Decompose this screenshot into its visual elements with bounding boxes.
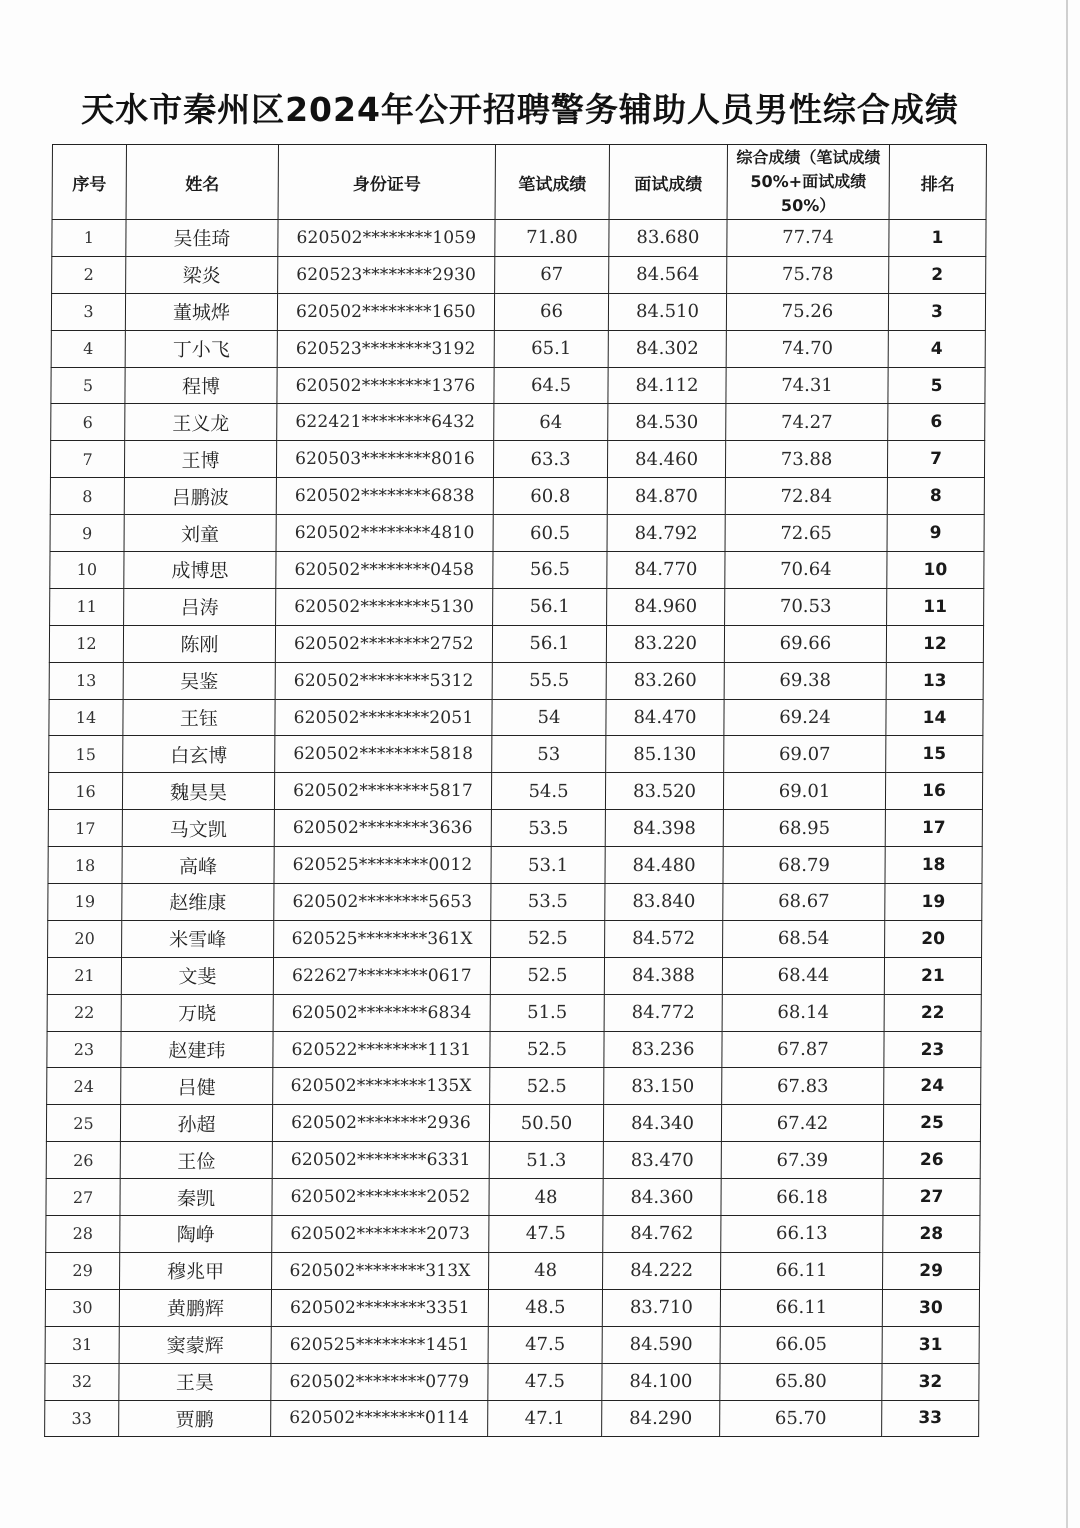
cell-composite-score: 68.44 bbox=[722, 957, 884, 994]
cell-composite-score: 66.11 bbox=[720, 1289, 882, 1326]
cell-seq: 30 bbox=[45, 1289, 119, 1326]
cell-id-number: 620502********0779 bbox=[271, 1363, 488, 1400]
cell-name: 丁小飞 bbox=[125, 330, 277, 367]
cell-id-number: 620502********4810 bbox=[276, 515, 493, 552]
cell-written-score: 60.5 bbox=[493, 515, 607, 552]
cell-id-number: 620502********0114 bbox=[271, 1400, 488, 1437]
cell-name: 文斐 bbox=[121, 957, 273, 994]
cell-composite-score: 70.64 bbox=[725, 552, 887, 589]
cell-written-score: 67 bbox=[495, 256, 609, 293]
cell-composite-score: 65.80 bbox=[720, 1363, 882, 1400]
cell-interview-score: 84.792 bbox=[607, 515, 725, 552]
cell-written-score: 47.5 bbox=[488, 1326, 602, 1363]
cell-interview-score: 84.222 bbox=[603, 1252, 721, 1289]
cell-seq: 22 bbox=[47, 994, 121, 1031]
table-row bbox=[47, 957, 981, 994]
cell-interview-score: 83.520 bbox=[605, 773, 723, 810]
cell-name: 吴鉴 bbox=[123, 662, 275, 699]
cell-rank: 29 bbox=[883, 1252, 980, 1289]
cell-interview-score: 84.290 bbox=[602, 1400, 720, 1437]
cell-written-score: 55.5 bbox=[492, 662, 606, 699]
cell-seq: 17 bbox=[48, 810, 122, 847]
cell-written-score: 56.1 bbox=[493, 588, 607, 625]
cell-name: 刘童 bbox=[124, 515, 276, 552]
cell-rank: 9 bbox=[887, 515, 984, 552]
scores-table bbox=[44, 144, 987, 1437]
cell-rank: 22 bbox=[884, 994, 981, 1031]
cell-composite-score: 69.24 bbox=[724, 699, 886, 736]
scores-table-wrapper bbox=[44, 144, 986, 1437]
cell-seq: 1 bbox=[52, 220, 126, 257]
cell-id-number: 620522********1131 bbox=[273, 1031, 490, 1068]
cell-rank: 28 bbox=[883, 1216, 980, 1253]
cell-seq: 20 bbox=[48, 920, 122, 957]
table-row bbox=[48, 810, 982, 847]
cell-id-number: 620502********1059 bbox=[278, 220, 495, 257]
table-row bbox=[46, 1105, 980, 1142]
cell-seq: 9 bbox=[50, 515, 124, 552]
cell-composite-score: 67.83 bbox=[722, 1068, 884, 1105]
cell-composite-score: 77.74 bbox=[727, 220, 889, 257]
cell-seq: 2 bbox=[52, 256, 126, 293]
cell-composite-score: 67.87 bbox=[722, 1031, 884, 1068]
cell-composite-score: 67.42 bbox=[721, 1105, 883, 1142]
cell-rank: 17 bbox=[885, 810, 982, 847]
cell-composite-score: 69.01 bbox=[723, 773, 885, 810]
cell-name: 王俭 bbox=[120, 1142, 272, 1179]
cell-interview-score: 84.360 bbox=[603, 1179, 721, 1216]
cell-rank: 27 bbox=[883, 1179, 980, 1216]
cell-id-number: 620502********6834 bbox=[273, 994, 490, 1031]
cell-rank: 10 bbox=[887, 552, 984, 589]
page-edge-shadow bbox=[1066, 0, 1068, 1528]
cell-written-score: 47.1 bbox=[488, 1400, 602, 1437]
cell-composite-score: 66.05 bbox=[720, 1326, 882, 1363]
cell-seq: 6 bbox=[51, 404, 125, 441]
cell-interview-score: 84.870 bbox=[607, 478, 725, 515]
cell-interview-score: 84.590 bbox=[602, 1326, 720, 1363]
cell-name: 贾鹏 bbox=[119, 1400, 271, 1437]
cell-written-score: 52.5 bbox=[490, 1068, 604, 1105]
cell-composite-score: 74.27 bbox=[726, 404, 888, 441]
table-row bbox=[49, 699, 983, 736]
cell-rank: 1 bbox=[889, 220, 986, 257]
cell-seq: 8 bbox=[50, 478, 124, 515]
cell-written-score: 47.5 bbox=[489, 1216, 603, 1253]
cell-id-number: 620502********2936 bbox=[272, 1105, 489, 1142]
cell-rank: 19 bbox=[885, 884, 982, 921]
cell-seq: 27 bbox=[46, 1179, 120, 1216]
cell-composite-score: 68.79 bbox=[723, 847, 885, 884]
cell-seq: 5 bbox=[51, 367, 125, 404]
cell-interview-score: 84.398 bbox=[605, 810, 723, 847]
header-composite-score: 综合成绩（笔试成绩50%+面试成绩50%） bbox=[727, 145, 889, 220]
cell-rank: 24 bbox=[884, 1068, 981, 1105]
cell-composite-score: 68.95 bbox=[723, 810, 885, 847]
cell-id-number: 620502********5653 bbox=[274, 884, 491, 921]
cell-seq: 13 bbox=[49, 662, 123, 699]
cell-written-score: 53.1 bbox=[491, 847, 605, 884]
cell-id-number: 620502********2752 bbox=[275, 625, 492, 662]
cell-rank: 26 bbox=[883, 1142, 980, 1179]
cell-name: 吕鹏波 bbox=[124, 478, 276, 515]
table-row bbox=[47, 1068, 981, 1105]
cell-written-score: 52.5 bbox=[490, 957, 604, 994]
cell-written-score: 54.5 bbox=[491, 773, 605, 810]
cell-id-number: 620502********2052 bbox=[272, 1179, 489, 1216]
cell-composite-score: 68.14 bbox=[722, 994, 884, 1031]
cell-id-number: 622627********0617 bbox=[273, 957, 490, 994]
cell-written-score: 64.5 bbox=[494, 367, 608, 404]
cell-id-number: 620525********1451 bbox=[271, 1326, 488, 1363]
cell-composite-score: 69.07 bbox=[724, 736, 886, 773]
cell-id-number: 620502********5817 bbox=[274, 773, 491, 810]
cell-name: 穆兆甲 bbox=[120, 1252, 272, 1289]
table-row bbox=[50, 588, 984, 625]
cell-seq: 31 bbox=[45, 1326, 119, 1363]
cell-written-score: 53.5 bbox=[491, 810, 605, 847]
table-row bbox=[48, 920, 982, 957]
table-row bbox=[47, 1031, 981, 1068]
cell-name: 秦凯 bbox=[120, 1179, 272, 1216]
cell-rank: 11 bbox=[887, 588, 984, 625]
cell-seq: 12 bbox=[49, 625, 123, 662]
cell-name: 王钰 bbox=[123, 699, 275, 736]
cell-composite-score: 66.13 bbox=[721, 1216, 883, 1253]
cell-name: 王博 bbox=[124, 441, 276, 478]
table-header-row bbox=[52, 145, 986, 220]
cell-rank: 32 bbox=[882, 1363, 979, 1400]
cell-id-number: 620523********2930 bbox=[278, 256, 495, 293]
cell-name: 高峰 bbox=[122, 847, 274, 884]
table-row bbox=[49, 736, 983, 773]
cell-seq: 21 bbox=[47, 957, 121, 994]
cell-seq: 10 bbox=[50, 552, 124, 589]
cell-name: 董城烨 bbox=[125, 293, 277, 330]
cell-id-number: 620502********0458 bbox=[276, 552, 493, 589]
cell-seq: 28 bbox=[46, 1216, 120, 1253]
cell-composite-score: 68.67 bbox=[723, 884, 885, 921]
cell-id-number: 620502********1376 bbox=[277, 367, 494, 404]
header-seq: 序号 bbox=[52, 145, 126, 220]
table-row bbox=[46, 1252, 980, 1289]
cell-id-number: 620525********0012 bbox=[274, 847, 491, 884]
cell-interview-score: 84.530 bbox=[608, 404, 726, 441]
cell-written-score: 56.1 bbox=[492, 625, 606, 662]
cell-seq: 24 bbox=[47, 1068, 121, 1105]
cell-interview-score: 84.388 bbox=[604, 957, 722, 994]
cell-seq: 11 bbox=[50, 588, 124, 625]
cell-interview-score: 84.772 bbox=[604, 994, 722, 1031]
cell-interview-score: 84.470 bbox=[606, 699, 724, 736]
cell-interview-score: 84.510 bbox=[608, 293, 726, 330]
cell-id-number: 620502********6331 bbox=[272, 1142, 489, 1179]
cell-seq: 25 bbox=[46, 1105, 120, 1142]
cell-seq: 33 bbox=[45, 1400, 119, 1437]
cell-written-score: 56.5 bbox=[493, 552, 607, 589]
table-row bbox=[52, 220, 986, 257]
cell-composite-score: 74.31 bbox=[726, 367, 888, 404]
cell-rank: 4 bbox=[888, 330, 985, 367]
cell-interview-score: 83.710 bbox=[602, 1289, 720, 1326]
cell-rank: 7 bbox=[887, 441, 984, 478]
table-row bbox=[50, 478, 984, 515]
cell-rank: 23 bbox=[884, 1031, 981, 1068]
cell-name: 陈刚 bbox=[123, 625, 275, 662]
document-title: 天水市秦州区2024年公开招聘警务辅助人员男性综合成绩 bbox=[81, 90, 959, 129]
cell-written-score: 47.5 bbox=[488, 1363, 602, 1400]
cell-composite-score: 72.65 bbox=[725, 515, 887, 552]
cell-seq: 4 bbox=[51, 330, 125, 367]
cell-seq: 16 bbox=[48, 773, 122, 810]
cell-seq: 3 bbox=[51, 293, 125, 330]
cell-interview-score: 84.480 bbox=[605, 847, 723, 884]
cell-interview-score: 83.150 bbox=[604, 1068, 722, 1105]
cell-interview-score: 84.572 bbox=[605, 920, 723, 957]
cell-id-number: 622421********6432 bbox=[277, 404, 494, 441]
cell-rank: 3 bbox=[888, 293, 985, 330]
cell-name: 吕涛 bbox=[124, 588, 276, 625]
cell-composite-score: 69.38 bbox=[724, 662, 886, 699]
cell-seq: 15 bbox=[49, 736, 123, 773]
cell-written-score: 51.5 bbox=[490, 994, 604, 1031]
table-body bbox=[45, 220, 986, 1437]
cell-name: 万晓 bbox=[121, 994, 273, 1031]
cell-composite-score: 66.11 bbox=[721, 1252, 883, 1289]
table-row bbox=[52, 256, 986, 293]
cell-written-score: 53.5 bbox=[491, 884, 605, 921]
cell-name: 梁炎 bbox=[126, 256, 278, 293]
cell-id-number: 620502********1650 bbox=[277, 293, 494, 330]
cell-interview-score: 83.680 bbox=[609, 220, 727, 257]
cell-written-score: 65.1 bbox=[494, 330, 608, 367]
table-row bbox=[45, 1363, 979, 1400]
cell-name: 赵维康 bbox=[122, 884, 274, 921]
cell-rank: 33 bbox=[882, 1400, 979, 1437]
cell-seq: 32 bbox=[45, 1363, 119, 1400]
table-row bbox=[45, 1289, 979, 1326]
table-row bbox=[51, 404, 985, 441]
cell-rank: 15 bbox=[886, 736, 983, 773]
cell-written-score: 60.8 bbox=[493, 478, 607, 515]
cell-name: 窦蒙辉 bbox=[119, 1326, 271, 1363]
cell-written-score: 66 bbox=[494, 293, 608, 330]
cell-written-score: 52.5 bbox=[491, 920, 605, 957]
cell-id-number: 620525********361X bbox=[274, 920, 491, 957]
cell-composite-score: 75.78 bbox=[727, 256, 889, 293]
cell-id-number: 620502********135X bbox=[273, 1068, 490, 1105]
table-row bbox=[46, 1179, 980, 1216]
cell-written-score: 48.5 bbox=[488, 1289, 602, 1326]
cell-rank: 8 bbox=[887, 478, 984, 515]
cell-seq: 7 bbox=[50, 441, 124, 478]
cell-interview-score: 83.220 bbox=[606, 625, 724, 662]
cell-id-number: 620502********5818 bbox=[275, 736, 492, 773]
cell-written-score: 63.3 bbox=[493, 441, 607, 478]
cell-interview-score: 84.960 bbox=[607, 588, 725, 625]
cell-composite-score: 70.53 bbox=[725, 588, 887, 625]
cell-interview-score: 84.770 bbox=[607, 552, 725, 589]
table-row bbox=[46, 1216, 980, 1253]
cell-written-score: 51.3 bbox=[489, 1142, 603, 1179]
cell-composite-score: 68.54 bbox=[723, 920, 885, 957]
cell-name: 白玄博 bbox=[123, 736, 275, 773]
cell-id-number: 620502********2073 bbox=[272, 1216, 489, 1253]
cell-id-number: 620523********3192 bbox=[277, 330, 494, 367]
cell-interview-score: 85.130 bbox=[606, 736, 724, 773]
cell-interview-score: 84.302 bbox=[608, 330, 726, 367]
cell-name: 陶峥 bbox=[120, 1216, 272, 1253]
cell-seq: 23 bbox=[47, 1031, 121, 1068]
table-row bbox=[47, 994, 981, 1031]
cell-name: 孙超 bbox=[120, 1105, 272, 1142]
cell-composite-score: 66.18 bbox=[721, 1179, 883, 1216]
table-row bbox=[49, 662, 983, 699]
cell-id-number: 620502********3351 bbox=[271, 1289, 488, 1326]
cell-id-number: 620502********313X bbox=[272, 1252, 489, 1289]
cell-composite-score: 74.70 bbox=[726, 330, 888, 367]
cell-interview-score: 84.340 bbox=[603, 1105, 721, 1142]
cell-composite-score: 75.26 bbox=[726, 293, 888, 330]
cell-seq: 14 bbox=[49, 699, 123, 736]
cell-rank: 30 bbox=[882, 1289, 979, 1326]
header-id-number: 身份证号 bbox=[278, 145, 495, 220]
cell-written-score: 54 bbox=[492, 699, 606, 736]
cell-id-number: 620502********5130 bbox=[276, 588, 493, 625]
cell-rank: 13 bbox=[886, 662, 983, 699]
cell-composite-score: 65.70 bbox=[720, 1400, 882, 1437]
table-row bbox=[45, 1326, 979, 1363]
cell-written-score: 64 bbox=[494, 404, 608, 441]
table-row bbox=[51, 293, 985, 330]
cell-rank: 16 bbox=[885, 773, 982, 810]
cell-rank: 18 bbox=[885, 847, 982, 884]
cell-name: 马文凯 bbox=[122, 810, 274, 847]
cell-name: 王昊 bbox=[119, 1363, 271, 1400]
table-row bbox=[46, 1142, 980, 1179]
cell-rank: 21 bbox=[884, 957, 981, 994]
table-row bbox=[50, 552, 984, 589]
table-row bbox=[50, 515, 984, 552]
header-name: 姓名 bbox=[126, 145, 278, 220]
cell-written-score: 52.5 bbox=[490, 1031, 604, 1068]
cell-name: 吴佳琦 bbox=[126, 220, 278, 257]
table-row bbox=[48, 773, 982, 810]
header-rank: 排名 bbox=[889, 145, 986, 220]
table-row bbox=[51, 367, 985, 404]
cell-rank: 6 bbox=[888, 404, 985, 441]
cell-name: 赵建玮 bbox=[121, 1031, 273, 1068]
table-row bbox=[50, 441, 984, 478]
table-row bbox=[48, 847, 982, 884]
table-row bbox=[45, 1400, 979, 1437]
cell-id-number: 620502********2051 bbox=[275, 699, 492, 736]
cell-name: 成博思 bbox=[124, 552, 276, 589]
cell-interview-score: 84.100 bbox=[602, 1363, 720, 1400]
cell-name: 王义龙 bbox=[125, 404, 277, 441]
cell-interview-score: 84.460 bbox=[607, 441, 725, 478]
cell-composite-score: 69.66 bbox=[724, 625, 886, 662]
cell-written-score: 71.80 bbox=[495, 220, 609, 257]
cell-interview-score: 83.260 bbox=[606, 662, 724, 699]
cell-name: 魏昊昊 bbox=[122, 773, 274, 810]
cell-interview-score: 83.236 bbox=[604, 1031, 722, 1068]
cell-rank: 20 bbox=[885, 920, 982, 957]
cell-composite-score: 67.39 bbox=[721, 1142, 883, 1179]
header-interview-score: 面试成绩 bbox=[609, 145, 727, 220]
cell-name: 吕健 bbox=[121, 1068, 273, 1105]
cell-interview-score: 84.564 bbox=[609, 256, 727, 293]
cell-interview-score: 84.112 bbox=[608, 367, 726, 404]
cell-name: 米雪峰 bbox=[122, 920, 274, 957]
cell-seq: 19 bbox=[48, 884, 122, 921]
table-row bbox=[51, 330, 985, 367]
cell-rank: 12 bbox=[886, 625, 983, 662]
cell-rank: 14 bbox=[886, 699, 983, 736]
cell-interview-score: 83.840 bbox=[605, 884, 723, 921]
cell-id-number: 620502********3636 bbox=[274, 810, 491, 847]
cell-seq: 29 bbox=[46, 1252, 120, 1289]
cell-composite-score: 72.84 bbox=[725, 478, 887, 515]
cell-rank: 2 bbox=[889, 256, 986, 293]
cell-rank: 25 bbox=[883, 1105, 980, 1142]
cell-seq: 18 bbox=[48, 847, 122, 884]
cell-interview-score: 83.470 bbox=[603, 1142, 721, 1179]
table-row bbox=[49, 625, 983, 662]
cell-name: 程博 bbox=[125, 367, 277, 404]
cell-id-number: 620502********5312 bbox=[275, 662, 492, 699]
cell-rank: 5 bbox=[888, 367, 985, 404]
cell-written-score: 50.50 bbox=[489, 1105, 603, 1142]
cell-id-number: 620502********6838 bbox=[276, 478, 493, 515]
cell-written-score: 53 bbox=[492, 736, 606, 773]
cell-composite-score: 73.88 bbox=[725, 441, 887, 478]
header-written-score: 笔试成绩 bbox=[495, 145, 609, 220]
cell-rank: 31 bbox=[882, 1326, 979, 1363]
cell-written-score: 48 bbox=[489, 1252, 603, 1289]
cell-written-score: 48 bbox=[489, 1179, 603, 1216]
cell-interview-score: 84.762 bbox=[603, 1216, 721, 1253]
cell-name: 黄鹏辉 bbox=[119, 1289, 271, 1326]
cell-id-number: 620503********8016 bbox=[276, 441, 493, 478]
table-row bbox=[48, 884, 982, 921]
cell-seq: 26 bbox=[46, 1142, 120, 1179]
